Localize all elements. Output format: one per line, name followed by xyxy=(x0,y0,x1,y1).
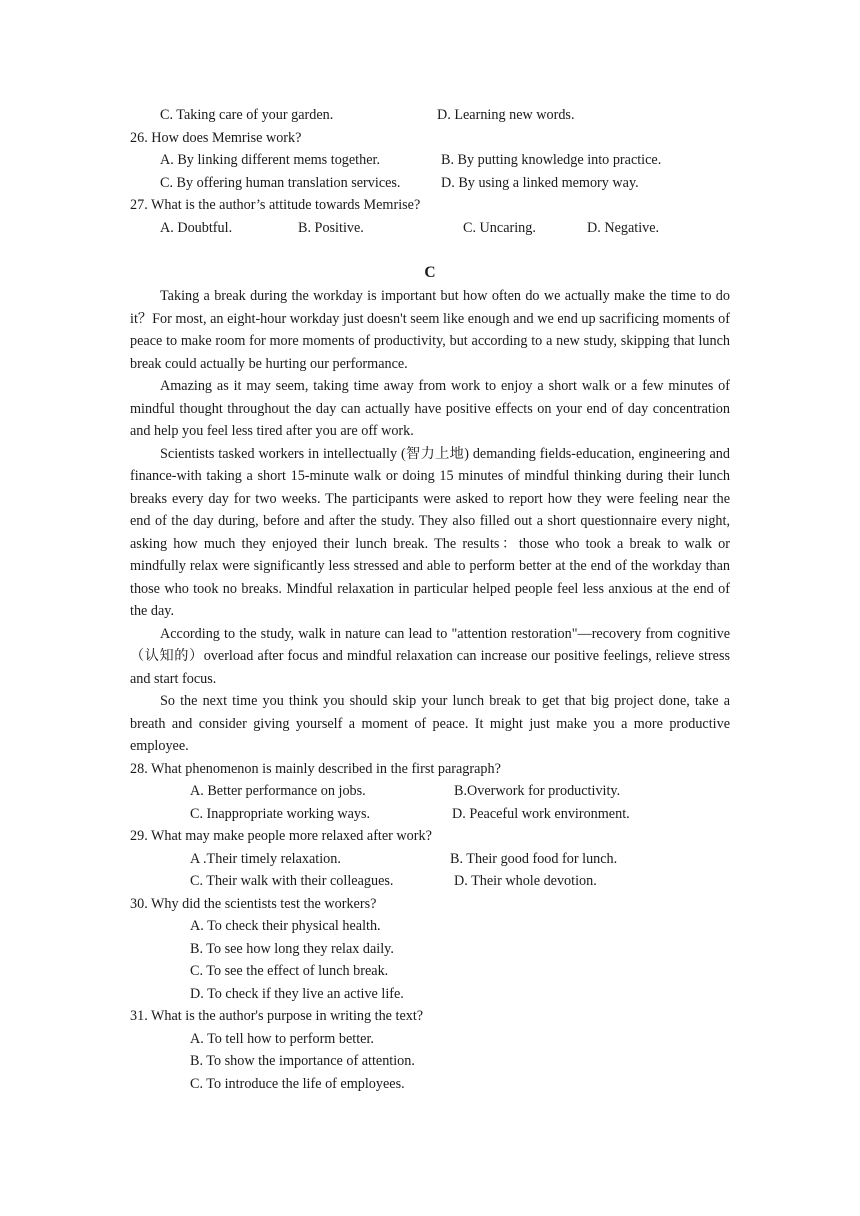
q31-option-b-row xyxy=(130,1050,730,1073)
q25-option-c: C. Taking care of your garden. xyxy=(160,107,334,123)
q27-question: 27. What is the author’s attitude towards Memrise? xyxy=(130,197,421,213)
q30-option-d-row xyxy=(130,983,730,1006)
q31-option-a: A. To tell how to perform better. xyxy=(190,1030,374,1047)
q30-question: 30. Why did the scientists test the workers? xyxy=(130,895,377,912)
q28-option-c: C. Inappropriate working ways. xyxy=(190,805,371,822)
q28-option-d: D. Peaceful work environment. xyxy=(452,805,630,822)
q29-option-b: B. Their good food for lunch. xyxy=(450,850,618,867)
q27-options-row xyxy=(130,217,730,240)
q29-options-row-ab xyxy=(130,848,730,871)
q31-option-a-row xyxy=(130,1028,730,1051)
q26-options-row-ab xyxy=(130,149,730,172)
section-title: C xyxy=(424,264,436,281)
q28-options-row-cd xyxy=(130,803,730,826)
q30-option-c: C. To see the effect of lunch break. xyxy=(190,963,389,979)
q26-option-c: C. By offering human translation services. xyxy=(160,174,401,191)
q29-option-c: C. Their walk with their colleagues. xyxy=(190,873,394,889)
q31-option-c: C. To introduce the life of employees. xyxy=(190,1075,405,1092)
q29-question: 29. What may make people more relaxed after work? xyxy=(130,828,432,844)
q26-options-row-cd xyxy=(130,172,730,195)
q30-option-b: B. To see how long they relax daily. xyxy=(190,940,394,957)
q28-option-a: A. Better performance on jobs. xyxy=(190,783,366,799)
q28-option-b: B.Overwork for productivity. xyxy=(454,783,621,799)
q28-options-row-ab xyxy=(130,780,730,803)
passage-paragraph: Scientists tasked workers in intellectually (智力上地) demanding fields-education, engineering and finance-with taking a short 15-minute walk or doing 15 minutes of mindful thinking during their lunch breaks every day for two weeks. The participants were asked to report how they were feeling near the end of the day during, before and after the study. They also filled out a short questionnaire every night, asking how much they enjoyed their lunch break. The results：those who took a break to walk or mindfully relax were significantly less stressed and able to perform better at the end of the workday than those who took no breaks. Mindful relaxation in particular helped people feel less anxious at the end of the day. xyxy=(130,445,730,619)
q31-question: 31. What is the author's purpose in writing the text? xyxy=(130,1008,424,1024)
q27-option-b: B. Positive. xyxy=(298,219,364,236)
q28-question: 28. What phenomenon is mainly described in the first paragraph? xyxy=(130,760,501,777)
q26-question: 26. How does Memrise work? xyxy=(130,129,302,146)
q30-option-c-row xyxy=(130,960,730,983)
q31-option-b: B. To show the importance of attention. xyxy=(190,1053,415,1069)
passage-paragraph: Amazing as it may seem, taking time away from work to enjoy a short walk or a few minutes of mindful thought throughout the day can actually have positive effects on your end of day concentration and help you feel less tired after you are off work. xyxy=(130,378,730,439)
q26-option-a: A. By linking different mems together. xyxy=(160,152,381,168)
q26-option-b: B. By putting knowledge into practice. xyxy=(441,152,662,168)
q29-option-d: D. Their whole devotion. xyxy=(454,873,597,889)
q25-options-row-cd xyxy=(130,104,730,127)
q30-option-a: A. To check their physical health. xyxy=(190,918,381,934)
passage-paragraph: So the next time you think you should skip your lunch break to get that big project done, take a breath and consider giving yourself a moment of peace. It might just make you a more productive employee. xyxy=(130,693,730,754)
q27-option-a: A. Doubtful. xyxy=(160,219,233,236)
q25-option-d: D. Learning new words. xyxy=(437,107,575,123)
q29-options-row-cd xyxy=(130,870,730,893)
passage-paragraph: According to the study, walk in nature can lead to "attention restoration"—recovery from cognitive（认知的）overload after focus and mindful relaxation can increase our positive feelings, relieve stress and start focus. xyxy=(130,625,730,687)
q31-option-c-row xyxy=(130,1073,730,1096)
passage-paragraph: Taking a break during the workday is important but how often do we actually make the time to do it？For most, an eight-hour workday just doesn't seem like enough and we end up sacrificing moments of peace to make room for more moments of productivity, but according to a new study, skipping that lunch break could actually be hurting our performance. xyxy=(130,288,730,372)
q27-option-c: C. Uncaring. xyxy=(463,219,536,236)
exam-page xyxy=(130,104,730,1095)
q27-option-d: D. Negative. xyxy=(587,219,660,236)
q26-option-d: D. By using a linked memory way. xyxy=(441,174,639,191)
q29-option-a: A .Their timely relaxation. xyxy=(190,850,341,867)
q30-option-b-row xyxy=(130,938,730,961)
q30-option-a-row xyxy=(130,915,730,938)
q30-option-d: D. To check if they live an active life. xyxy=(190,985,404,1002)
